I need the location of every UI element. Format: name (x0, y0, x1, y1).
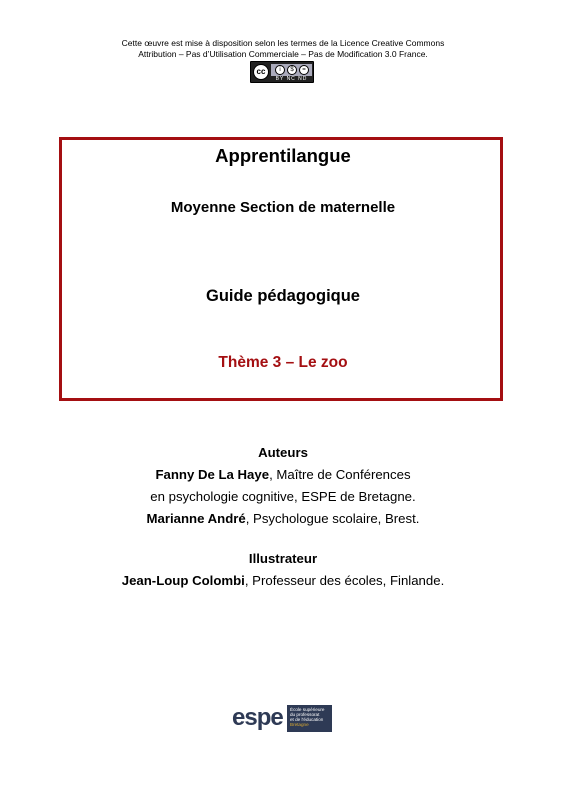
espe-logo-line-2: du professorat (290, 712, 320, 717)
authors-heading: Auteurs (258, 445, 308, 460)
author-2-role: , Psychologue scolaire, Brest. (245, 511, 420, 526)
illustrator-heading: Illustrateur (248, 551, 318, 566)
espe-logo-line-1: École supérieure (290, 707, 325, 712)
nd-icon: = (299, 65, 309, 75)
espe-logo-word: espe (232, 704, 283, 731)
cc-icon: cc (253, 64, 269, 80)
author-1-line-1 (0, 464, 566, 486)
espe-logo-location: Bretagne (290, 722, 309, 727)
class-level: Moyenne Section de maternelle (170, 199, 396, 216)
license-line-2: Attribution – Pas d’Utilisation Commerciale – Pas de Modification 3.0 France. (138, 49, 428, 59)
author-1-name: Fanny De La Haye (155, 467, 270, 482)
author-1-role: , Maître de Conférences (269, 467, 411, 482)
espe-logo-line-3: et de l'éducation (290, 717, 324, 722)
cc-badge-text: BY NC ND (275, 76, 308, 82)
illustrator-role: , Professeur des écoles, Finlande. (244, 573, 445, 588)
nc-icon: $ (287, 65, 297, 75)
creative-commons-badge[interactable] (250, 61, 314, 83)
document-title: Apprentilangue (215, 145, 351, 166)
license-notice (0, 38, 566, 60)
illustrator-section (0, 548, 566, 592)
authors-section (0, 442, 566, 530)
author-2-name: Marianne André (146, 511, 246, 526)
illustrator-line (0, 570, 566, 592)
espe-logo-box (287, 705, 332, 732)
espe-logo (232, 705, 332, 732)
author-1-line-2: en psychologie cognitive, ESPE de Bretagne. (150, 489, 416, 504)
author-2-line (0, 508, 566, 530)
guide-label: Guide pédagogique (205, 287, 360, 305)
illustrator-name: Jean-Loup Colombi (121, 573, 245, 588)
theme-label: Thème 3 – Le zoo (218, 354, 348, 371)
license-line-1: Cette œuvre est mise à disposition selon les termes de la Licence Creative Commons (121, 38, 445, 48)
by-icon: i (275, 65, 285, 75)
